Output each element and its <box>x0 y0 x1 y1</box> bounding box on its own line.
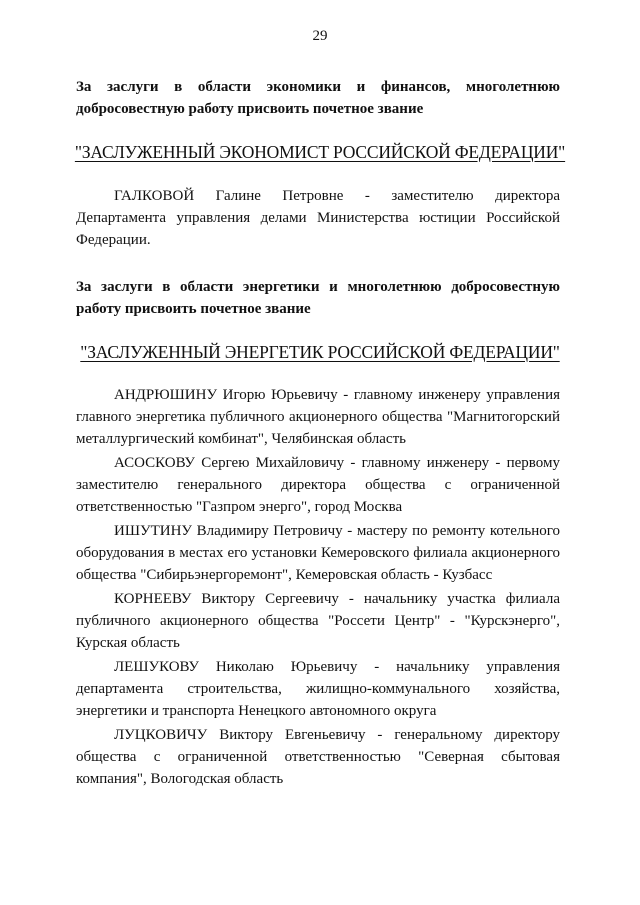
award-entry: АСОСКОВУ Сергею Михайловичу - главному инженеру - первому заместителю генерального директора общества с ограниченной ответственностью "Газпром энерго", город Москва <box>76 455 560 515</box>
section-energy-intro: За заслуги в области энергетики и многолетнюю добросовестную работу присвоить почетное звание <box>76 279 560 317</box>
page-number: 29 <box>312 28 328 44</box>
award-entries-list <box>76 384 560 792</box>
section-economist-title: "ЗАСЛУЖЕННЫЙ ЭКОНОМИСТ РОССИЙСКОЙ ФЕДЕРАЦИИ" <box>74 142 566 162</box>
award-entry: ЛУЦКОВИЧУ Виктору Евгеньевичу - генеральному директору общества с ограниченной ответственностью "Северная сбытовая компания", Вологодская область <box>76 727 560 787</box>
section-energy-title: "ЗАСЛУЖЕННЫЙ ЭНЕРГЕТИК РОССИЙСКОЙ ФЕДЕРАЦИИ" <box>80 342 560 362</box>
award-entry: КОРНЕЕВУ Виктору Сергеевичу - начальнику участка филиала публичного акционерного общества "Россети Центр" - "Курскэнерго", Курская область <box>76 591 560 651</box>
award-entry: ЛЕШУКОВУ Николаю Юрьевичу - начальнику управления департамента строительства, жилищно-коммунального хозяйства, энергетики и транспорта Ненецкого автономного округа <box>76 659 560 719</box>
award-entry: ИШУТИНУ Владимиру Петровичу - мастеру по ремонту котельного оборудования в местах его установки Кемеровского филиала акционерного общества "Сибирьэнергоремонт", Кемеровская область - Кузбасс <box>76 523 560 583</box>
award-entry: ГАЛКОВОЙ Галине Петровне - заместителю директора Департамента управления делами Министерства юстиции Российской Федерации. <box>76 188 560 248</box>
section-economist-intro: За заслуги в области экономики и финансов, многолетнюю добросовестную работу присвоить почетное звание <box>76 79 560 117</box>
award-entry: АНДРЮШИНУ Игорю Юрьевичу - главному инженеру управления главного энергетика публичного акционерного общества "Магнитогорский металлургический комбинат", Челябинская область <box>76 387 560 447</box>
